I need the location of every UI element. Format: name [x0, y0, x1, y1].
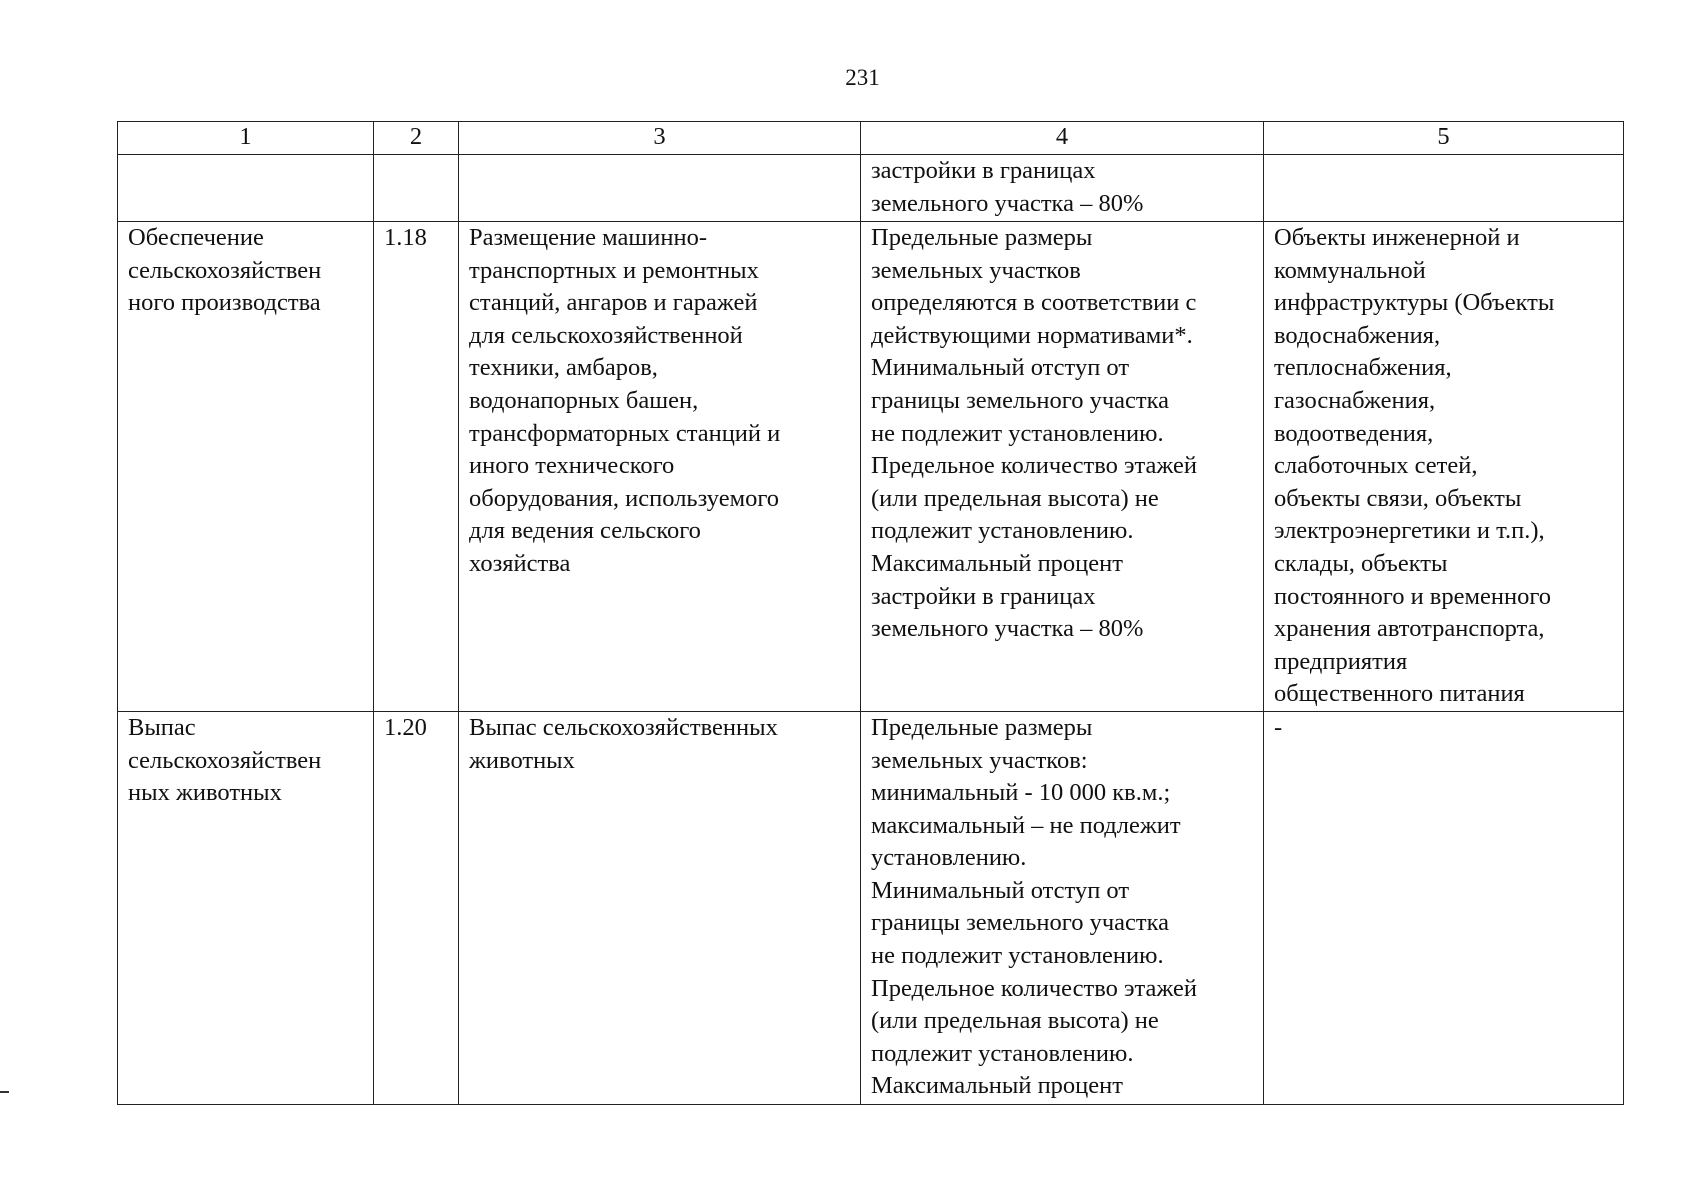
auxiliary-uses-cell	[1264, 155, 1624, 222]
table-row	[118, 155, 1624, 222]
land-use-code-cell: 1.20	[374, 711, 459, 1104]
auxiliary-uses-cell: -	[1264, 711, 1624, 1104]
column-header: 3	[459, 122, 861, 155]
parameters-cell: Предельные размеры земельных участков определяются в соответствии с действующими нормативами*. Минимальный отступ от границы земельного участка не подлежит установлению. Предельное количество этажей (или предельная высота) не подлежит установлению. Максимальный процент застройки в границах земельного участка – 80%	[861, 222, 1264, 712]
column-header: 4	[861, 122, 1264, 155]
land-use-code-cell	[374, 155, 459, 222]
auxiliary-uses-cell: Объекты инженерной и коммунальной инфраструктуры (Объекты водоснабжения, теплоснабжения, газоснабжения, водоотведения, слаботочных сетей, объекты связи, объекты электроэнергетики и т.п.), склады, объекты постоянного и временного хранения автотранспорта, предприятия общественного питания	[1264, 222, 1624, 712]
land-use-name-cell: Выпас сельскохозяйствен ных животных	[118, 711, 374, 1104]
land-use-description-cell: Выпас сельскохозяйственных животных	[459, 711, 861, 1104]
column-header: 2	[374, 122, 459, 155]
scan-edge-mark	[0, 1091, 9, 1093]
page-number: 231	[845, 65, 880, 90]
land-use-name-cell: Обеспечение сельскохозяйствен ного производства	[118, 222, 374, 712]
table-row	[118, 711, 1624, 1104]
land-use-description-cell: Размещение машинно- транспортных и ремонтных станций, ангаров и гаражей для сельскохозяйственной техники, амбаров, водонапорных башен, трансформаторных станций и иного технического оборудования, используемого для ведения сельского хозяйства	[459, 222, 861, 712]
land-use-code-cell: 1.18	[374, 222, 459, 712]
column-header: 1	[118, 122, 374, 155]
parameters-cell: Предельные размеры земельных участков: минимальный - 10 000 кв.м.; максимальный – не подлежит установлению. Минимальный отступ от границы земельного участка не подлежит установлению. Предельное количество этажей (или предельная высота) не подлежит установлению. Максимальный процент	[861, 711, 1264, 1104]
table-header-row	[118, 122, 1624, 155]
parameters-cell: застройки в границах земельного участка – 80%	[861, 155, 1264, 222]
land-use-name-cell	[118, 155, 374, 222]
column-header: 5	[1264, 122, 1624, 155]
zoning-table	[117, 121, 1624, 1105]
table-row	[118, 222, 1624, 712]
land-use-description-cell	[459, 155, 861, 222]
